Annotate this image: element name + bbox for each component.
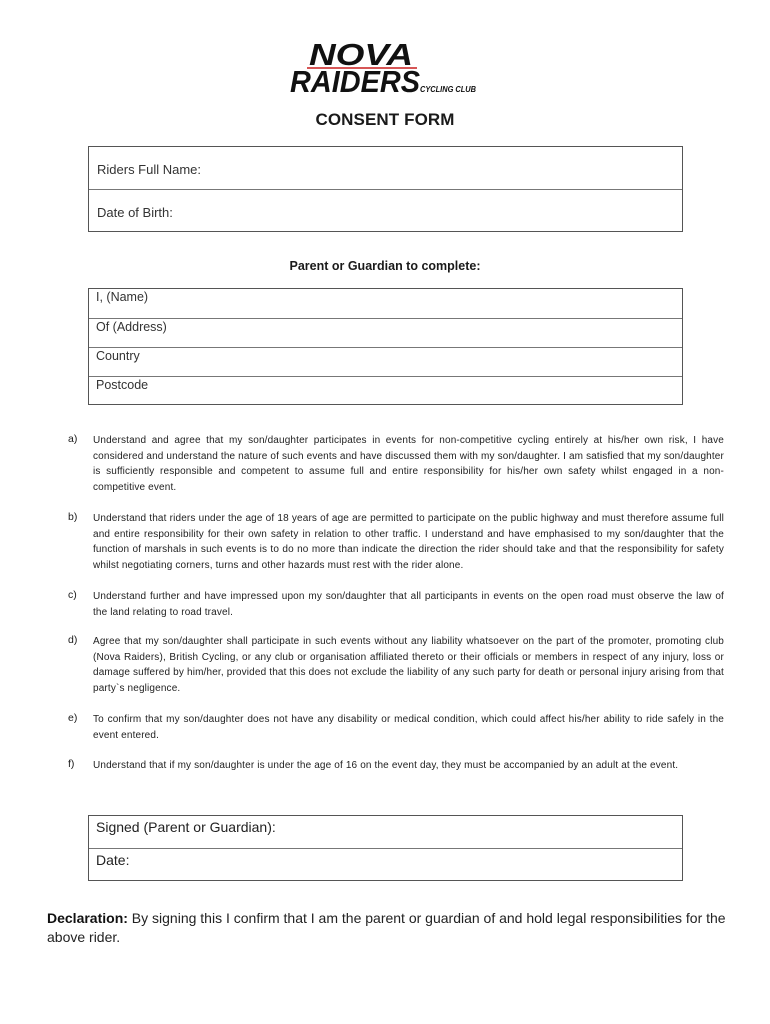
signature-field[interactable] (89, 816, 682, 848)
date-of-birth-field[interactable] (89, 189, 682, 231)
guardian-address-field[interactable] (89, 318, 682, 347)
guardian-postcode-label: Postcode (96, 378, 149, 392)
logo-graphic (287, 40, 487, 96)
declaration-text: By signing this I confirm that I am the parent or guardian of and hold legal responsibilities for the above rider. (47, 910, 726, 945)
form-title: CONSENT FORM (315, 110, 455, 129)
guardian-section-heading: Parent or Guardian to complete: (289, 259, 481, 273)
clause-text: To confirm that my son/daughter does not have any disability or medical condition, which could affect his/her ability to ride safely in the event entered. (93, 714, 724, 741)
nova-raiders-logo (287, 40, 487, 96)
rider-details-box (88, 146, 683, 232)
logo-line1: NOVA (309, 40, 413, 72)
guardian-address-label: Of (Address) (96, 320, 167, 334)
signature-date-field[interactable] (89, 848, 682, 880)
clause-text: Understand that if my son/daughter is under the age of 16 on the event day, they must be accompanied by an adult at the event. (93, 760, 679, 771)
guardian-name-label: I, (Name) (96, 290, 149, 304)
clause-label: e) (68, 712, 78, 724)
guardian-postcode-field[interactable] (89, 376, 682, 406)
rider-full-name-field[interactable] (89, 147, 682, 189)
guardian-country-label: Country (96, 349, 140, 363)
signature-box (88, 815, 683, 881)
clause-label: c) (68, 589, 77, 601)
clause-text: Understand and agree that my son/daughter participates in events for non-competitive cycling entirely at his/her own risk, I have considered and understand the nature of such events and have discussed them with my son/daughter. I am satisfied that my son/daughter is sufficiently responsible and competent to assume full and entire responsibility for his/her own safety whilst engaged in a non-competitive event. (93, 435, 724, 493)
guardian-country-field[interactable] (89, 347, 682, 376)
guardian-details-box (88, 288, 683, 405)
logo-line2: RAIDERS (290, 64, 421, 96)
signature-label: Signed (Parent or Guardian): (96, 819, 276, 835)
clause-text: Understand that riders under the age of 18 years of age are permitted to participate on the public highway and must therefore assume full and entire responsibility for their own safety in relation to other traffic. I understand and have emphasised to my son/daughter that the function of marshals in such events is to do no more than indicate the direction the rider should take and that the responsibility for safety whilst negotiating corners, turns and other hazards must rest with the rider alone. (93, 513, 724, 571)
clause-text: Agree that my son/daughter shall participate in such events without any liability whatsoever on the part of the promoter, promoting club (Nova Raiders), British Cycling, or any club or organisation affiliated thereto or their officials or members in respect of any injury, loss or damage suffered by him/her, provided that this does not exclude the liability of any such party for death or personal injury arising from that party`s negligence. (93, 636, 724, 694)
guardian-name-field[interactable] (89, 289, 682, 318)
clause-label: d) (68, 634, 78, 646)
declaration-label: Declaration: (47, 910, 128, 926)
signature-date-label: Date: (96, 852, 130, 868)
date-of-birth-label: Date of Birth: (97, 205, 173, 220)
logo-tagline: CYCLING CLUB (420, 85, 477, 94)
declaration (47, 909, 727, 947)
clause-label: b) (68, 511, 78, 523)
clause-label: a) (68, 433, 78, 445)
rider-full-name-label: Riders Full Name: (97, 162, 202, 177)
clause-text: Understand further and have impressed upon my son/daughter that all participants in events on the open road must observe the law of the land relating to road travel. (93, 591, 724, 618)
clause-label: f) (68, 758, 75, 770)
